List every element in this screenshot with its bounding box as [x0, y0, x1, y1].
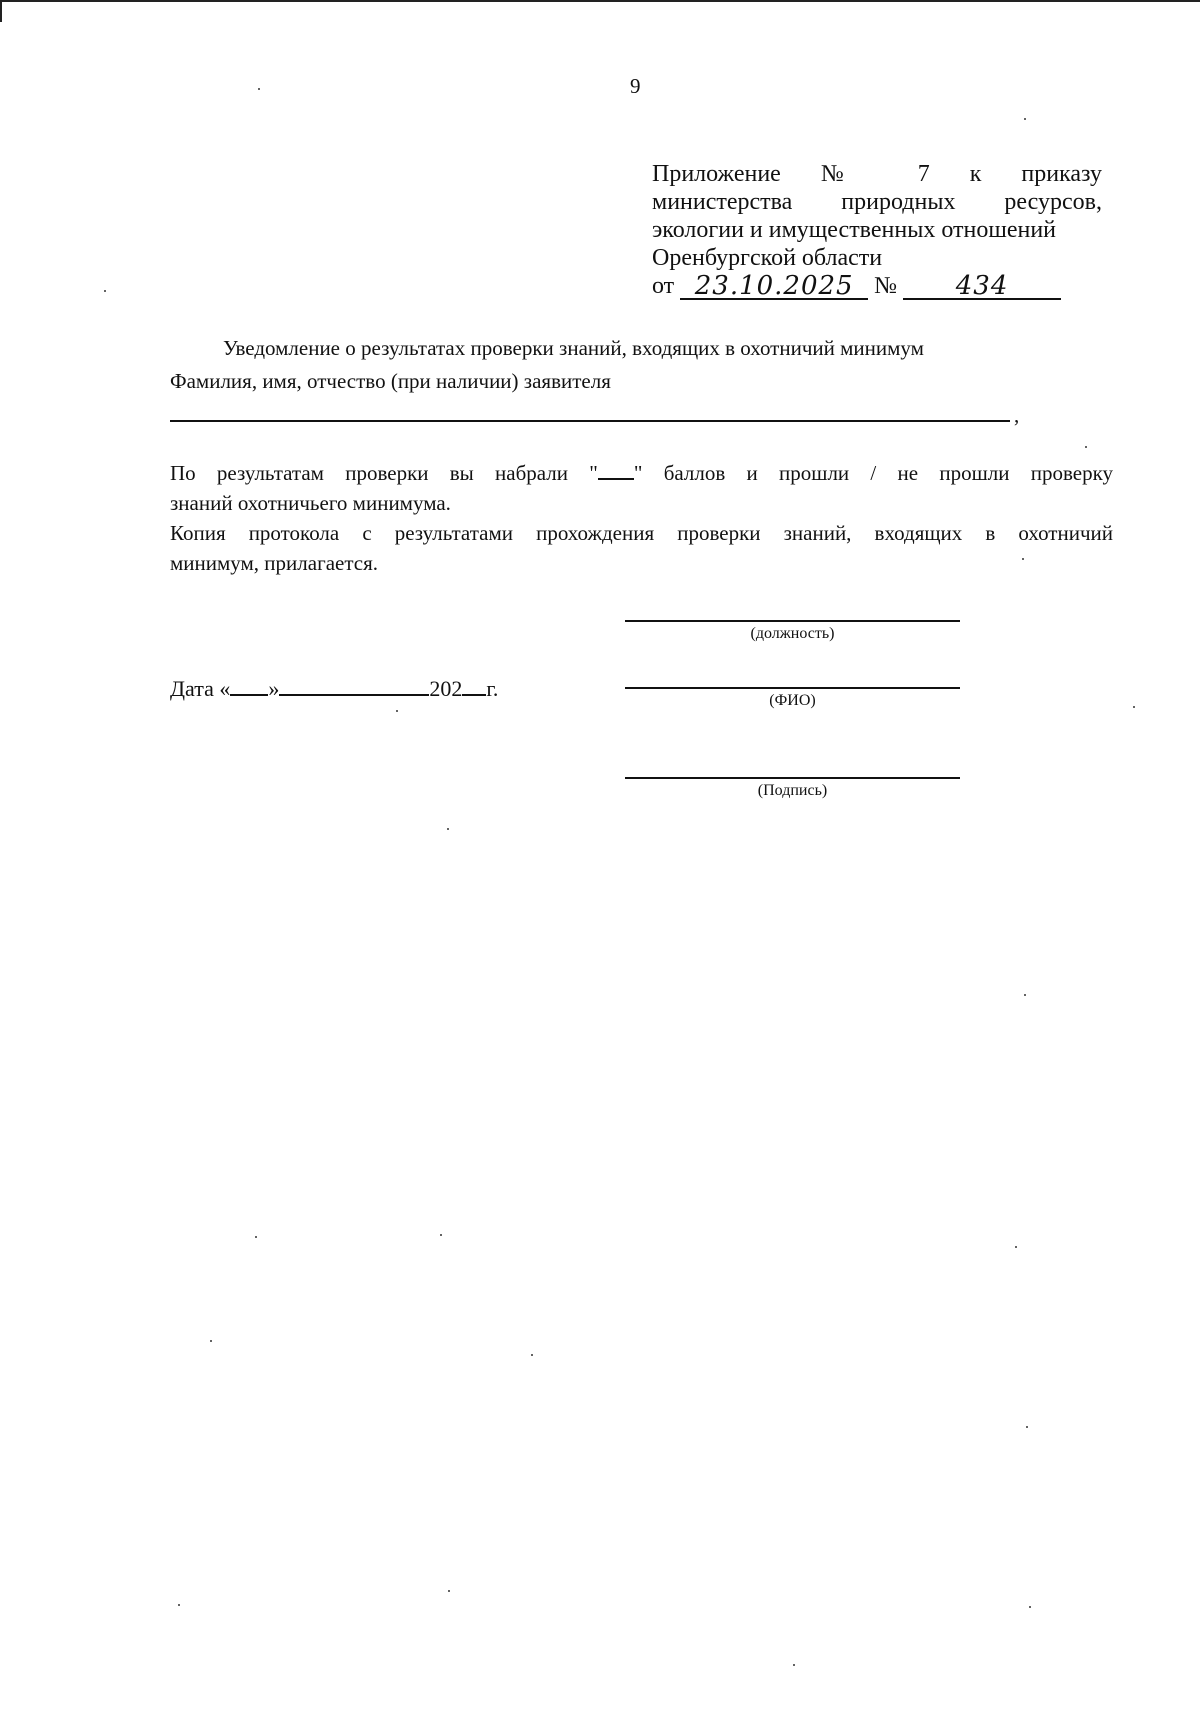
scan-speck — [1015, 1246, 1017, 1248]
page-number: 9 — [630, 74, 641, 98]
order-date-field — [680, 272, 868, 300]
scan-speck — [1029, 1606, 1031, 1608]
year-suffix: г. — [486, 676, 499, 701]
full-name-caption: (ФИО) — [769, 692, 816, 709]
scan-speck — [1026, 1426, 1028, 1428]
scan-speck — [440, 1234, 442, 1236]
appendix-line-1: Приложение № 7 к приказу — [652, 161, 1103, 187]
scan-speck — [258, 88, 260, 90]
appendix-header — [652, 160, 1102, 300]
appendix-order-ref — [652, 272, 1102, 300]
date-label: Дата « — [170, 676, 231, 701]
signature-caption: (Подпись) — [757, 782, 828, 799]
result-line-2: знаний охотничьего минимума. — [170, 491, 451, 515]
scan-speck — [178, 1604, 180, 1606]
scan-speck — [1085, 446, 1087, 448]
protocol-paragraph — [170, 518, 1113, 578]
month-blank — [279, 672, 429, 696]
applicant-name-label: Фамилия, имя, отчество (при наличии) заявителя — [170, 369, 611, 393]
appendix-line-3: экологии и имущественных отношений — [652, 217, 1057, 243]
applicant-name-comma: , — [1014, 403, 1020, 427]
order-number-field — [903, 272, 1061, 300]
scan-speck — [1024, 118, 1026, 120]
applicant-name-line — [170, 420, 1010, 422]
scan-speck — [255, 1236, 257, 1238]
number-label: № — [874, 273, 898, 299]
result-paragraph — [170, 458, 1113, 518]
year-prefix: 202 — [429, 676, 463, 701]
protocol-line-2: минимум, прилагается. — [170, 551, 379, 575]
scan-speck — [104, 290, 106, 292]
result-line-1: По результатам проверки вы набрали " " баллов и прошли / не прошли проверку — [170, 458, 1113, 488]
score-blank — [598, 458, 634, 480]
date-field: Дата « » 202 г. — [170, 672, 498, 702]
scan-speck — [793, 1664, 795, 1666]
protocol-line-1: Копия протокола с результатами прохождения проверки знаний, входящих в охотничий — [170, 521, 1113, 545]
position-line — [625, 620, 960, 622]
day-blank — [230, 672, 268, 696]
scan-border-top — [0, 0, 1200, 2]
from-label: от — [652, 273, 675, 299]
notice-title: Уведомление о результатах проверки знаний, входящих в охотничий минимум — [223, 336, 924, 360]
scan-speck — [396, 710, 398, 712]
position-caption: (должность) — [750, 625, 835, 642]
scan-speck — [448, 1590, 450, 1592]
appendix-line-2: министерства природных ресурсов, — [652, 189, 1102, 215]
scan-border-left — [0, 0, 2, 22]
scan-speck — [1133, 706, 1135, 708]
full-name-line — [625, 687, 960, 689]
order-date-handwritten: 23.10.2025 — [694, 271, 854, 301]
appendix-line-4: Оренбургской области — [652, 245, 883, 271]
scan-speck — [447, 828, 449, 830]
signature-line — [625, 777, 960, 779]
scan-speck — [531, 1354, 533, 1356]
year-blank — [462, 672, 486, 696]
scan-speck — [1022, 558, 1024, 560]
scan-speck — [210, 1340, 212, 1342]
order-number-handwritten: 434 — [955, 271, 1009, 301]
scan-speck — [1024, 994, 1026, 996]
